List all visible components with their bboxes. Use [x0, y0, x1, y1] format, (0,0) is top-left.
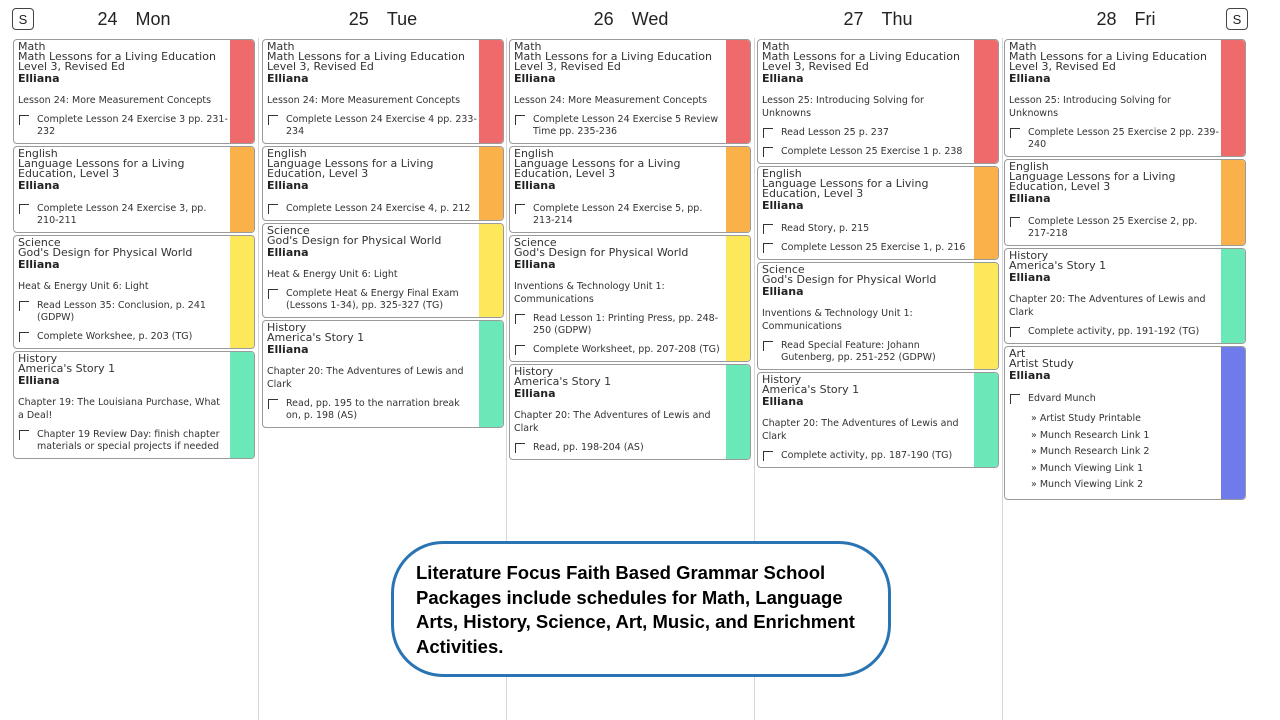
subject-label: History [514, 365, 554, 378]
resource-link[interactable]: » Munch Viewing Link 2 [1031, 477, 1219, 494]
subject-label: Math [762, 40, 790, 53]
day-header-wed [510, 6, 752, 32]
task-text: Complete Lesson 24 Exercise 3 pp. 231-232 [37, 114, 228, 137]
day-name: Fri [1134, 8, 1156, 29]
assignment-card-science[interactable] [757, 262, 999, 370]
assignment-card-english[interactable] [757, 166, 999, 260]
assignment-card-science[interactable] [509, 235, 751, 362]
task-checkbox[interactable] [1010, 327, 1020, 337]
day-name: Tue [386, 8, 418, 29]
task-text: Complete Lesson 25 Exercise 2 pp. 239-240 [1028, 127, 1219, 150]
task-item [18, 331, 228, 343]
task-item [762, 127, 972, 139]
student-name: Elliana [18, 374, 60, 387]
course-title: Math Lessons for a Living Education Level 3, Revised Ed [18, 50, 216, 73]
student-name: Elliana [1009, 271, 1051, 284]
course-title: God's Design for Physical World [762, 273, 937, 286]
task-checkbox[interactable] [763, 243, 773, 253]
lesson-title: Lesson 24: More Measurement Concepts [267, 95, 461, 106]
course-title: America's Story 1 [18, 362, 116, 375]
task-item [514, 203, 724, 227]
task-checkbox[interactable] [268, 289, 278, 299]
day-column-fri [1004, 39, 1246, 502]
course-title: Language Lessons for a Living Education, Level 3 [18, 157, 185, 180]
task-checkbox[interactable] [1010, 128, 1020, 138]
student-name: Elliana [514, 258, 556, 271]
task-checkbox[interactable] [19, 115, 29, 125]
student-name: Elliana [762, 199, 804, 212]
task-item [514, 442, 724, 454]
task-item [18, 203, 228, 227]
subject-label: English [762, 167, 802, 180]
column-divider [258, 38, 259, 720]
task-checkbox[interactable] [19, 301, 29, 311]
lesson-title: Chapter 20: The Adventures of Lewis and Clark [762, 418, 959, 442]
lesson-title: Lesson 25: Introducing Solving for Unknowns [762, 95, 924, 119]
day-column-tue [262, 39, 504, 430]
lesson-title: Inventions & Technology Unit 1: Communications [762, 308, 913, 332]
assignment-card-history[interactable] [509, 364, 751, 460]
day-column-wed [509, 39, 751, 462]
subject-color-bar [230, 236, 254, 348]
task-checkbox[interactable] [19, 204, 29, 214]
course-title: America's Story 1 [1009, 259, 1107, 272]
course-title: Language Lessons for a Living Education, Level 3 [267, 157, 434, 180]
task-checkbox[interactable] [268, 115, 278, 125]
subject-label: History [762, 373, 802, 386]
promo-text: Literature Focus Faith Based Grammar School Packages include schedules for Math, Language Arts, History, Science, Art, Music, and Enrichment Activities. [416, 562, 855, 657]
resource-link[interactable]: » Munch Research Link 1 [1031, 428, 1219, 445]
subject-color-bar [974, 373, 998, 467]
task-checkbox[interactable] [763, 147, 773, 157]
task-text: Complete activity, pp. 191-192 (TG) [1028, 326, 1200, 337]
student-name: Elliana [1009, 72, 1051, 85]
assignment-card-history[interactable] [1004, 248, 1246, 344]
task-item [18, 300, 228, 324]
subject-label: Science [514, 236, 557, 249]
lesson-title: Lesson 24: More Measurement Concepts [514, 95, 708, 106]
subject-color-bar [974, 167, 998, 259]
column-divider [1002, 38, 1003, 720]
course-title: Math Lessons for a Living Education Level 3, Revised Ed [1009, 50, 1207, 73]
subject-label: Math [267, 40, 295, 53]
course-title: God's Design for Physical World [514, 246, 689, 259]
task-text: Read Lesson 1: Printing Press, pp. 248-250 (GDPW) [533, 313, 719, 336]
day-number: 25 [348, 8, 369, 29]
assignment-card-math[interactable] [13, 39, 255, 144]
task-checkbox[interactable] [19, 332, 29, 342]
task-text: Read Lesson 25 p. 237 [781, 127, 889, 138]
day-header-tue [262, 6, 504, 32]
subject-label: English [1009, 160, 1049, 173]
subject-color-bar [230, 352, 254, 458]
day-number: 24 [97, 8, 118, 29]
task-text: Complete Worksheet, pp. 207-208 (TG) [533, 344, 720, 355]
student-name: Elliana [267, 72, 309, 85]
task-text: Complete Lesson 25 Exercise 1 p. 238 [781, 146, 963, 157]
student-name: Elliana [514, 387, 556, 400]
task-item [514, 114, 724, 138]
day-header-mon [13, 6, 255, 32]
task-item [1009, 216, 1219, 240]
task-text: Complete Lesson 24 Exercise 4 pp. 233-234 [286, 114, 477, 137]
subject-color-bar [726, 236, 750, 361]
task-item [762, 450, 972, 462]
subject-label: Science [762, 263, 805, 276]
course-title: America's Story 1 [762, 383, 860, 396]
lesson-title: Lesson 24: More Measurement Concepts [18, 95, 212, 106]
task-text: Complete Lesson 24 Exercise 3, pp. 210-211 [37, 203, 207, 226]
course-title: Math Lessons for a Living Education Level 3, Revised Ed [267, 50, 465, 73]
assignment-card-history[interactable] [262, 320, 504, 428]
task-text: Chapter 19 Review Day: finish chapter materials or special projects if needed [37, 429, 220, 452]
subject-label: Math [514, 40, 542, 53]
subject-color-bar [1221, 347, 1245, 499]
subject-color-bar [1221, 160, 1245, 245]
task-text: Edvard Munch [1028, 393, 1096, 404]
resource-link[interactable]: » Artist Study Printable [1031, 411, 1219, 428]
task-item [267, 203, 477, 215]
assignment-card-english[interactable] [262, 146, 504, 221]
student-name: Elliana [762, 285, 804, 298]
subject-label: Art [1009, 347, 1026, 360]
task-text: Complete activity, pp. 187-190 (TG) [781, 450, 953, 461]
task-checkbox[interactable] [268, 204, 278, 214]
task-text: Read, pp. 195 to the narration break on, p. 198 (AS) [286, 398, 460, 421]
day-number: 26 [593, 8, 614, 29]
task-item [267, 288, 477, 312]
day-number: 27 [843, 8, 864, 29]
task-item [267, 398, 477, 422]
resource-links [1031, 411, 1219, 494]
task-text: Complete Heat & Energy Final Exam (Lessons 1-34), pp. 325-327 (TG) [286, 288, 459, 311]
task-text: Complete Lesson 25 Exercise 2, pp. 217-218 [1028, 216, 1198, 239]
assignment-card-history[interactable] [13, 351, 255, 459]
day-number: 28 [1096, 8, 1117, 29]
course-title: God's Design for Physical World [18, 246, 193, 259]
resource-link[interactable]: » Munch Viewing Link 1 [1031, 461, 1219, 478]
student-name: Elliana [267, 179, 309, 192]
subject-color-bar [1221, 40, 1245, 156]
lesson-title: Lesson 25: Introducing Solving for Unknowns [1009, 95, 1171, 119]
task-checkbox[interactable] [1010, 217, 1020, 227]
task-checkbox[interactable] [19, 430, 29, 440]
student-name: Elliana [18, 258, 60, 271]
assignment-card-art[interactable] [1004, 346, 1246, 500]
assignment-card-english[interactable] [509, 146, 751, 233]
subject-color-bar [726, 40, 750, 143]
subject-label: English [267, 147, 307, 160]
lesson-title: Inventions & Technology Unit 1: Communications [514, 281, 665, 305]
task-checkbox[interactable] [268, 399, 278, 409]
subject-label: Science [18, 236, 61, 249]
course-title: God's Design for Physical World [267, 234, 442, 247]
task-text: Complete Lesson 24 Exercise 5, pp. 213-214 [533, 203, 703, 226]
subject-color-bar [479, 224, 503, 317]
subject-label: English [18, 147, 58, 160]
student-name: Elliana [1009, 369, 1051, 382]
course-title: Math Lessons for a Living Education Level 3, Revised Ed [762, 50, 960, 73]
student-name: Elliana [514, 72, 556, 85]
subject-color-bar [230, 40, 254, 143]
task-item [762, 340, 972, 364]
subject-color-bar [479, 321, 503, 427]
task-checkbox[interactable] [515, 314, 525, 324]
task-checkbox[interactable] [515, 443, 525, 453]
task-checkbox[interactable] [763, 341, 773, 351]
course-title: Language Lessons for a Living Education, Level 3 [1009, 170, 1176, 193]
task-text: Complete Lesson 24 Exercise 4, p. 212 [286, 203, 471, 214]
student-name: Elliana [18, 72, 60, 85]
task-item [18, 429, 228, 453]
task-checkbox[interactable] [515, 345, 525, 355]
course-title: America's Story 1 [514, 375, 612, 388]
assignment-card-math[interactable] [509, 39, 751, 144]
day-column-thu [757, 39, 999, 470]
task-checkbox[interactable] [515, 115, 525, 125]
task-item [1009, 326, 1219, 338]
assignment-card-english[interactable] [13, 146, 255, 233]
assignment-card-science[interactable] [262, 223, 504, 318]
task-item [514, 313, 724, 337]
task-checkbox[interactable] [1010, 394, 1020, 404]
lesson-title: Chapter 20: The Adventures of Lewis and Clark [514, 410, 711, 434]
day-header-fri [1005, 6, 1247, 32]
subject-label: Math [1009, 40, 1037, 53]
task-text: Complete Workshee, p. 203 (TG) [37, 331, 193, 342]
subject-label: Science [267, 224, 310, 237]
student-name: Elliana [18, 179, 60, 192]
assignment-card-history[interactable] [757, 372, 999, 468]
assignment-card-english[interactable] [1004, 159, 1246, 246]
subject-label: Math [18, 40, 46, 53]
task-text: Complete Lesson 24 Exercise 5 Review Time pp. 235-236 [533, 114, 719, 137]
task-text: Read Story, p. 215 [781, 223, 870, 234]
subject-label: History [18, 352, 58, 365]
subject-color-bar [726, 147, 750, 232]
student-name: Elliana [1009, 192, 1051, 205]
student-name: Elliana [514, 179, 556, 192]
task-text: Complete Lesson 25 Exercise 1, p. 216 [781, 242, 966, 253]
course-title: Artist Study [1009, 357, 1074, 370]
day-header-thu [757, 6, 999, 32]
task-item [514, 344, 724, 356]
lesson-title: Chapter 20: The Adventures of Lewis and Clark [267, 366, 464, 390]
subject-color-bar [479, 147, 503, 220]
assignment-card-science[interactable] [13, 235, 255, 349]
task-item [267, 114, 477, 138]
task-text: Read Lesson 35: Conclusion, p. 241 (GDPW) [37, 300, 206, 323]
assignment-card-math[interactable] [1004, 39, 1246, 157]
subject-label: English [514, 147, 554, 160]
day-column-mon [13, 39, 255, 461]
student-name: Elliana [762, 72, 804, 85]
subject-label: History [1009, 249, 1049, 262]
prev-week-button[interactable]: S [12, 8, 34, 30]
course-title: America's Story 1 [267, 331, 365, 344]
subject-color-bar [1221, 249, 1245, 343]
resource-link[interactable]: » Munch Research Link 2 [1031, 444, 1219, 461]
subject-label: History [267, 321, 307, 334]
subject-color-bar [230, 147, 254, 232]
task-checkbox[interactable] [515, 204, 525, 214]
course-title: Math Lessons for a Living Education Level 3, Revised Ed [514, 50, 712, 73]
lesson-title: Chapter 20: The Adventures of Lewis and Clark [1009, 294, 1206, 318]
task-item [1009, 393, 1219, 405]
course-title: Language Lessons for a Living Education, Level 3 [762, 177, 929, 200]
next-week-button[interactable]: S [1226, 8, 1248, 30]
lesson-title: Chapter 19: The Louisiana Purchase, What a Deal! [18, 397, 221, 421]
student-name: Elliana [267, 343, 309, 356]
task-checkbox[interactable] [763, 451, 773, 461]
subject-color-bar [974, 263, 998, 369]
task-item [18, 114, 228, 138]
lesson-title: Heat & Energy Unit 6: Light [267, 269, 398, 280]
assignment-card-math[interactable] [262, 39, 504, 144]
day-name: Wed [631, 8, 669, 29]
task-item [762, 146, 972, 158]
task-checkbox[interactable] [763, 224, 773, 234]
course-title: Language Lessons for a Living Education, Level 3 [514, 157, 681, 180]
day-name: Mon [135, 8, 171, 29]
subject-color-bar [974, 40, 998, 163]
subject-color-bar [479, 40, 503, 143]
subject-color-bar [726, 365, 750, 459]
task-checkbox[interactable] [763, 128, 773, 138]
task-item [762, 242, 972, 254]
task-text: Read Special Feature: Johann Gutenberg, pp. 251-252 (GDPW) [781, 340, 936, 363]
assignment-card-math[interactable] [757, 39, 999, 164]
task-item [1009, 127, 1219, 151]
lesson-title: Heat & Energy Unit 6: Light [18, 281, 149, 292]
student-name: Elliana [267, 246, 309, 259]
task-item [762, 223, 972, 235]
promo-callout [391, 541, 891, 677]
student-name: Elliana [762, 395, 804, 408]
task-text: Read, pp. 198-204 (AS) [533, 442, 644, 453]
day-name: Thu [881, 8, 913, 29]
